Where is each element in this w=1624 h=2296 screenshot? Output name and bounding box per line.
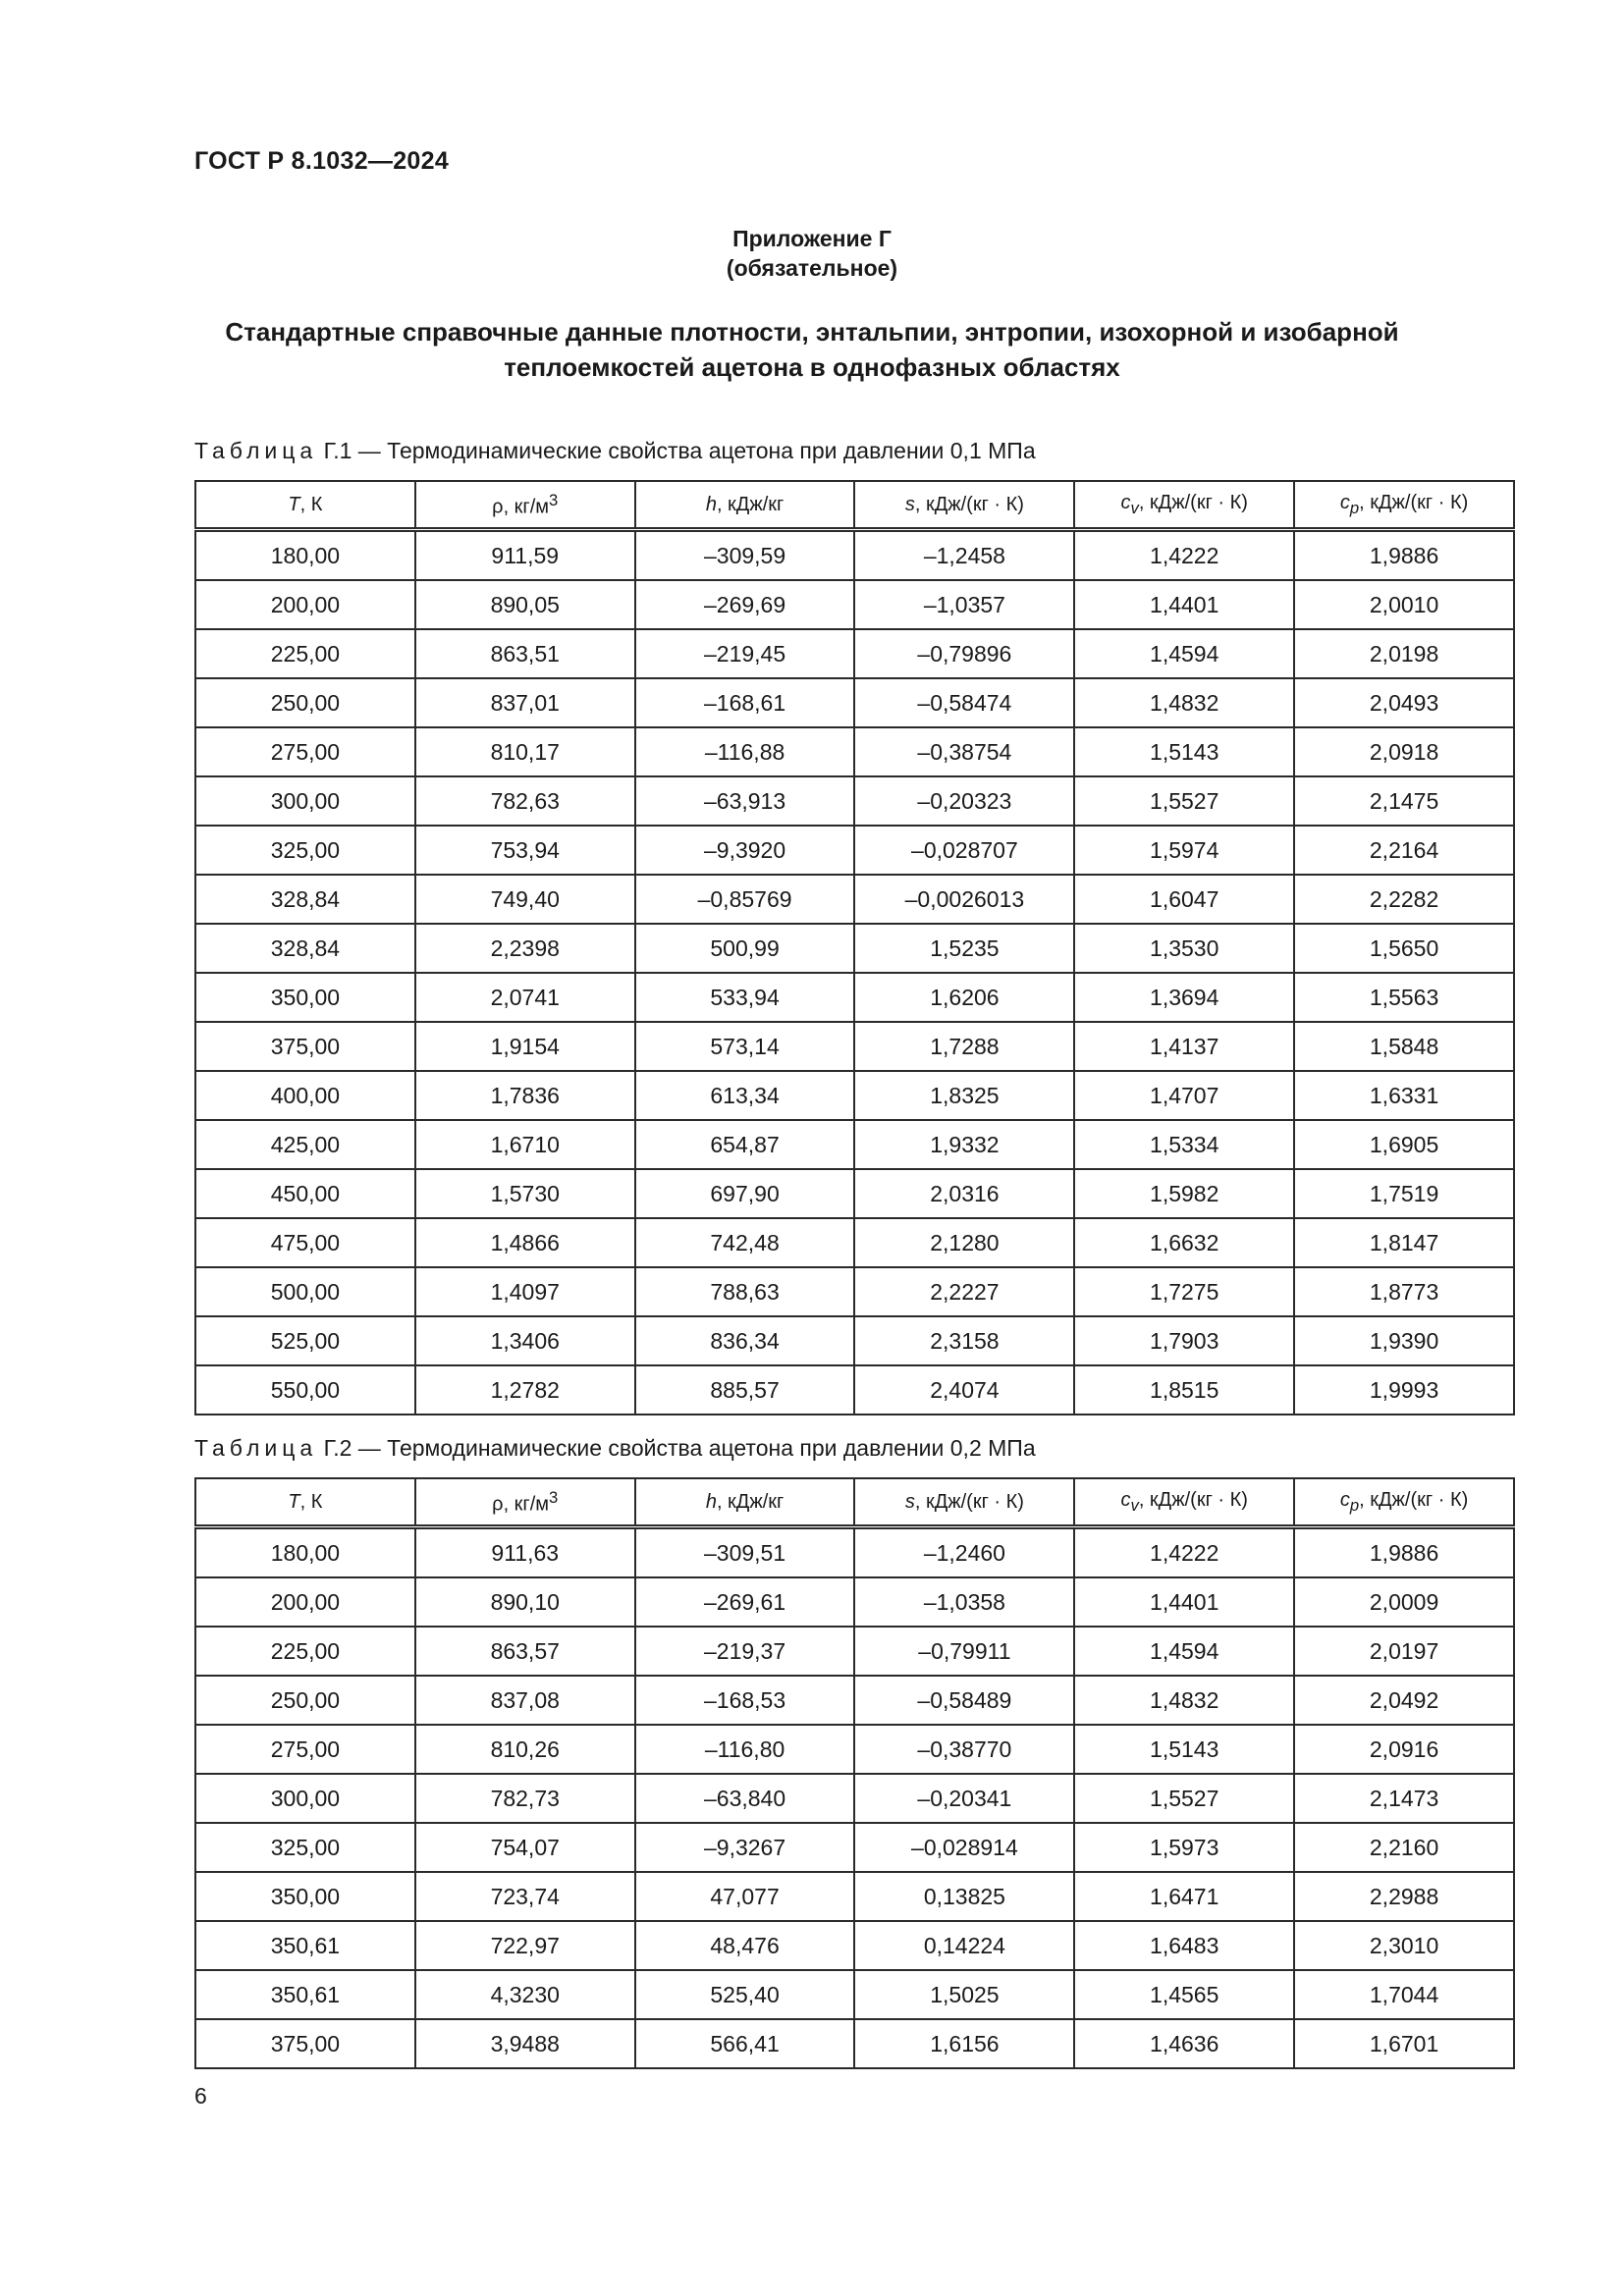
table-1-caption-text: Г.1 — Термодинамические свойства ацетона при давлении 0,1 МПа xyxy=(317,438,1036,463)
cell-entropy: –1,0358 xyxy=(854,1577,1074,1627)
cell-density: 754,07 xyxy=(415,1823,635,1872)
cell-density: 1,4097 xyxy=(415,1267,635,1316)
cell-temperature: 328,84 xyxy=(195,924,415,973)
cell-cv: 1,6471 xyxy=(1074,1872,1294,1921)
cell-cp: 1,6905 xyxy=(1294,1120,1514,1169)
cell-cv: 1,4832 xyxy=(1074,678,1294,727)
cell-temperature: 350,61 xyxy=(195,1921,415,1970)
cell-entropy: 2,4074 xyxy=(854,1365,1074,1415)
cell-temperature: 350,00 xyxy=(195,1872,415,1921)
table-row xyxy=(195,1071,1514,1120)
table-row xyxy=(195,1120,1514,1169)
col-header-cp: $c_p$, кДж/(кг · К) xyxy=(1294,1478,1514,1527)
cell-enthalpy: 47,077 xyxy=(635,1872,855,1921)
table-2-caption xyxy=(194,1435,1036,1462)
cell-enthalpy: –63,913 xyxy=(635,776,855,826)
cell-cp: 1,5650 xyxy=(1294,924,1514,973)
table-1-label: Таблица xyxy=(194,438,318,463)
cell-enthalpy: 500,99 xyxy=(635,924,855,973)
cell-cp: 1,6331 xyxy=(1294,1071,1514,1120)
cell-enthalpy: 654,87 xyxy=(635,1120,855,1169)
table-row xyxy=(195,727,1514,776)
cell-entropy: –0,58474 xyxy=(854,678,1074,727)
cell-enthalpy: 836,34 xyxy=(635,1316,855,1365)
table-row xyxy=(195,1577,1514,1627)
cell-entropy: 1,6156 xyxy=(854,2019,1074,2068)
cell-density: 890,05 xyxy=(415,580,635,629)
cell-cv: 1,4594 xyxy=(1074,629,1294,678)
cell-entropy: –0,20323 xyxy=(854,776,1074,826)
cell-entropy: –1,2458 xyxy=(854,530,1074,581)
cell-cv: 1,5143 xyxy=(1074,727,1294,776)
col-header-density: ρ, $кг/м^3$ xyxy=(415,1478,635,1527)
table-row xyxy=(195,580,1514,629)
cell-temperature: 200,00 xyxy=(195,580,415,629)
cell-enthalpy: 613,34 xyxy=(635,1071,855,1120)
cell-cp: 1,5563 xyxy=(1294,973,1514,1022)
cell-cp: 2,2160 xyxy=(1294,1823,1514,1872)
cell-density: 911,63 xyxy=(415,1527,635,1578)
cell-entropy: –0,20341 xyxy=(854,1774,1074,1823)
cell-enthalpy: 742,48 xyxy=(635,1218,855,1267)
cell-cp: 2,2282 xyxy=(1294,875,1514,924)
cell-entropy: 1,6206 xyxy=(854,973,1074,1022)
cell-temperature: 200,00 xyxy=(195,1577,415,1627)
cell-density: 810,26 xyxy=(415,1725,635,1774)
cell-cv: 1,7903 xyxy=(1074,1316,1294,1365)
cell-entropy: –0,79896 xyxy=(854,629,1074,678)
cell-enthalpy: –116,80 xyxy=(635,1725,855,1774)
table-row xyxy=(195,1970,1514,2019)
cell-cv: 1,6047 xyxy=(1074,875,1294,924)
cell-cp: 1,5848 xyxy=(1294,1022,1514,1071)
cell-entropy: –0,0026013 xyxy=(854,875,1074,924)
table-row xyxy=(195,1774,1514,1823)
cell-temperature: 325,00 xyxy=(195,826,415,875)
cell-cp: 2,1475 xyxy=(1294,776,1514,826)
col-header-temperature: T, К xyxy=(195,481,415,530)
table-row xyxy=(195,776,1514,826)
table-row xyxy=(195,875,1514,924)
cell-enthalpy: –0,85769 xyxy=(635,875,855,924)
table-1-caption xyxy=(194,438,1036,464)
cell-entropy: 0,14224 xyxy=(854,1921,1074,1970)
cell-cp: 1,9886 xyxy=(1294,530,1514,581)
cell-temperature: 500,00 xyxy=(195,1267,415,1316)
cell-cv: 1,3694 xyxy=(1074,973,1294,1022)
cell-temperature: 325,00 xyxy=(195,1823,415,1872)
cell-density: 749,40 xyxy=(415,875,635,924)
cell-entropy: 2,2227 xyxy=(854,1267,1074,1316)
cell-enthalpy: 788,63 xyxy=(635,1267,855,1316)
cell-entropy: 2,1280 xyxy=(854,1218,1074,1267)
cell-cp: 1,9390 xyxy=(1294,1316,1514,1365)
cell-enthalpy: –309,51 xyxy=(635,1527,855,1578)
cell-enthalpy: 566,41 xyxy=(635,2019,855,2068)
cell-entropy: 2,3158 xyxy=(854,1316,1074,1365)
cell-cp: 2,1473 xyxy=(1294,1774,1514,1823)
cell-density: 753,94 xyxy=(415,826,635,875)
cell-cv: 1,4565 xyxy=(1074,1970,1294,2019)
cell-cp: 2,0009 xyxy=(1294,1577,1514,1627)
cell-cv: 1,5973 xyxy=(1074,1823,1294,1872)
cell-density: 1,4866 xyxy=(415,1218,635,1267)
cell-temperature: 225,00 xyxy=(195,1627,415,1676)
cell-temperature: 550,00 xyxy=(195,1365,415,1415)
table-row xyxy=(195,924,1514,973)
col-header-enthalpy: h, кДж/кг xyxy=(635,1478,855,1527)
col-header-entropy: s, кДж/(кг · К) xyxy=(854,1478,1074,1527)
cell-enthalpy: –269,69 xyxy=(635,580,855,629)
cell-cp: 2,0492 xyxy=(1294,1676,1514,1725)
cell-enthalpy: –219,45 xyxy=(635,629,855,678)
col-header-temperature: T, К xyxy=(195,1478,415,1527)
cell-enthalpy: 525,40 xyxy=(635,1970,855,2019)
cell-cp: 1,8773 xyxy=(1294,1267,1514,1316)
cell-density: 1,5730 xyxy=(415,1169,635,1218)
cell-entropy: 2,0316 xyxy=(854,1169,1074,1218)
table-1-header-row xyxy=(195,481,1514,530)
cell-cv: 1,5527 xyxy=(1074,1774,1294,1823)
cell-temperature: 375,00 xyxy=(195,1022,415,1071)
cell-cv: 1,6632 xyxy=(1074,1218,1294,1267)
cell-cv: 1,4636 xyxy=(1074,2019,1294,2068)
col-header-entropy: s, кДж/(кг · К) xyxy=(854,481,1074,530)
table-row xyxy=(195,1316,1514,1365)
cell-temperature: 375,00 xyxy=(195,2019,415,2068)
page-title xyxy=(196,314,1428,385)
cell-temperature: 180,00 xyxy=(195,530,415,581)
cell-density: 911,59 xyxy=(415,530,635,581)
cell-entropy: 1,8325 xyxy=(854,1071,1074,1120)
table-row xyxy=(195,1872,1514,1921)
cell-temperature: 275,00 xyxy=(195,1725,415,1774)
cell-enthalpy: –116,88 xyxy=(635,727,855,776)
cell-cv: 1,5974 xyxy=(1074,826,1294,875)
table-row xyxy=(195,629,1514,678)
cell-temperature: 400,00 xyxy=(195,1071,415,1120)
table-row xyxy=(195,1218,1514,1267)
cell-cp: 2,3010 xyxy=(1294,1921,1514,1970)
cell-cv: 1,5527 xyxy=(1074,776,1294,826)
table-row xyxy=(195,1365,1514,1415)
cell-enthalpy: 533,94 xyxy=(635,973,855,1022)
cell-density: 1,9154 xyxy=(415,1022,635,1071)
cell-density: 782,63 xyxy=(415,776,635,826)
page-title-line-1: Стандартные справочные данные плотности, энтальпии, энтропии, изохорной и изобарной xyxy=(225,317,1399,347)
cell-temperature: 450,00 xyxy=(195,1169,415,1218)
document-code: ГОСТ Р 8.1032—2024 xyxy=(194,147,450,175)
table-row xyxy=(195,1022,1514,1071)
table-1 xyxy=(194,480,1515,1415)
cell-entropy: 1,7288 xyxy=(854,1022,1074,1071)
cell-temperature: 225,00 xyxy=(195,629,415,678)
table-row xyxy=(195,1527,1514,1578)
cell-density: 837,01 xyxy=(415,678,635,727)
cell-density: 810,17 xyxy=(415,727,635,776)
cell-entropy: –0,58489 xyxy=(854,1676,1074,1725)
table-row xyxy=(195,1725,1514,1774)
cell-density: 2,0741 xyxy=(415,973,635,1022)
page-title-line-2: теплоемкостей ацетона в однофазных областях xyxy=(504,352,1120,382)
cell-cv: 1,5334 xyxy=(1074,1120,1294,1169)
cell-temperature: 425,00 xyxy=(195,1120,415,1169)
cell-enthalpy: –219,37 xyxy=(635,1627,855,1676)
cell-entropy: 1,9332 xyxy=(854,1120,1074,1169)
page-number: 6 xyxy=(194,2083,207,2109)
cell-entropy: 0,13825 xyxy=(854,1872,1074,1921)
cell-cp: 1,8147 xyxy=(1294,1218,1514,1267)
cell-density: 1,7836 xyxy=(415,1071,635,1120)
cell-entropy: –0,028707 xyxy=(854,826,1074,875)
cell-temperature: 250,00 xyxy=(195,678,415,727)
cell-density: 723,74 xyxy=(415,1872,635,1921)
cell-entropy: –0,79911 xyxy=(854,1627,1074,1676)
table-2-body xyxy=(195,1527,1514,2069)
annex-status: (обязательное) xyxy=(726,255,898,281)
cell-cp: 1,7519 xyxy=(1294,1169,1514,1218)
cell-cv: 1,7275 xyxy=(1074,1267,1294,1316)
cell-cp: 2,2988 xyxy=(1294,1872,1514,1921)
cell-temperature: 300,00 xyxy=(195,776,415,826)
cell-density: 1,3406 xyxy=(415,1316,635,1365)
table-row xyxy=(195,1676,1514,1725)
annex-heading xyxy=(0,224,1624,283)
cell-density: 837,08 xyxy=(415,1676,635,1725)
cell-cv: 1,5143 xyxy=(1074,1725,1294,1774)
col-header-cv: $c_v$, кДж/(кг · К) xyxy=(1074,481,1294,530)
cell-density: 2,2398 xyxy=(415,924,635,973)
cell-cp: 1,7044 xyxy=(1294,1970,1514,2019)
cell-cv: 1,4401 xyxy=(1074,580,1294,629)
cell-entropy: –1,0357 xyxy=(854,580,1074,629)
cell-temperature: 350,00 xyxy=(195,973,415,1022)
cell-density: 722,97 xyxy=(415,1921,635,1970)
cell-cv: 1,5982 xyxy=(1074,1169,1294,1218)
cell-entropy: 1,5235 xyxy=(854,924,1074,973)
cell-enthalpy: –269,61 xyxy=(635,1577,855,1627)
cell-cp: 2,0010 xyxy=(1294,580,1514,629)
cell-entropy: –0,028914 xyxy=(854,1823,1074,1872)
cell-cv: 1,4707 xyxy=(1074,1071,1294,1120)
table-row xyxy=(195,530,1514,581)
table-row xyxy=(195,2019,1514,2068)
cell-temperature: 328,84 xyxy=(195,875,415,924)
cell-cv: 1,4594 xyxy=(1074,1627,1294,1676)
cell-entropy: –0,38754 xyxy=(854,727,1074,776)
cell-cp: 2,0916 xyxy=(1294,1725,1514,1774)
cell-temperature: 525,00 xyxy=(195,1316,415,1365)
cell-temperature: 275,00 xyxy=(195,727,415,776)
cell-cv: 1,4222 xyxy=(1074,1527,1294,1578)
cell-enthalpy: 697,90 xyxy=(635,1169,855,1218)
cell-enthalpy: 573,14 xyxy=(635,1022,855,1071)
cell-enthalpy: –9,3920 xyxy=(635,826,855,875)
cell-enthalpy: –63,840 xyxy=(635,1774,855,1823)
annex-title: Приложение Г xyxy=(732,226,892,251)
cell-temperature: 300,00 xyxy=(195,1774,415,1823)
cell-enthalpy: 885,57 xyxy=(635,1365,855,1415)
cell-temperature: 350,61 xyxy=(195,1970,415,2019)
cell-density: 1,2782 xyxy=(415,1365,635,1415)
cell-cp: 2,0918 xyxy=(1294,727,1514,776)
cell-density: 863,51 xyxy=(415,629,635,678)
table-2-caption-text: Г.2 — Термодинамические свойства ацетона при давлении 0,2 МПа xyxy=(317,1435,1036,1461)
table-row xyxy=(195,1267,1514,1316)
col-header-cv: $c_v$, кДж/(кг · К) xyxy=(1074,1478,1294,1527)
cell-entropy: –1,2460 xyxy=(854,1527,1074,1578)
cell-cp: 2,0198 xyxy=(1294,629,1514,678)
table-row xyxy=(195,678,1514,727)
table-row xyxy=(195,1627,1514,1676)
table-2 xyxy=(194,1477,1515,2069)
cell-cp: 2,0493 xyxy=(1294,678,1514,727)
cell-cp: 1,9993 xyxy=(1294,1365,1514,1415)
cell-cv: 1,3530 xyxy=(1074,924,1294,973)
cell-density: 782,73 xyxy=(415,1774,635,1823)
cell-cp: 1,6701 xyxy=(1294,2019,1514,2068)
table-row xyxy=(195,826,1514,875)
col-header-cp: $c_p$, кДж/(кг · К) xyxy=(1294,481,1514,530)
cell-enthalpy: –168,53 xyxy=(635,1676,855,1725)
col-header-enthalpy: h, кДж/кг xyxy=(635,481,855,530)
cell-enthalpy: 48,476 xyxy=(635,1921,855,1970)
cell-cv: 1,4137 xyxy=(1074,1022,1294,1071)
table-row xyxy=(195,1921,1514,1970)
cell-density: 3,9488 xyxy=(415,2019,635,2068)
cell-cp: 2,0197 xyxy=(1294,1627,1514,1676)
cell-entropy: 1,5025 xyxy=(854,1970,1074,2019)
cell-cp: 1,9886 xyxy=(1294,1527,1514,1578)
cell-cv: 1,4832 xyxy=(1074,1676,1294,1725)
table-2-header-row xyxy=(195,1478,1514,1527)
cell-cv: 1,6483 xyxy=(1074,1921,1294,1970)
cell-density: 1,6710 xyxy=(415,1120,635,1169)
table-row xyxy=(195,1823,1514,1872)
table-row xyxy=(195,973,1514,1022)
cell-temperature: 475,00 xyxy=(195,1218,415,1267)
cell-cp: 2,2164 xyxy=(1294,826,1514,875)
cell-temperature: 250,00 xyxy=(195,1676,415,1725)
cell-density: 863,57 xyxy=(415,1627,635,1676)
cell-enthalpy: –309,59 xyxy=(635,530,855,581)
cell-density: 4,3230 xyxy=(415,1970,635,2019)
cell-entropy: –0,38770 xyxy=(854,1725,1074,1774)
cell-temperature: 180,00 xyxy=(195,1527,415,1578)
cell-cv: 1,8515 xyxy=(1074,1365,1294,1415)
table-2-label: Таблица xyxy=(194,1435,318,1461)
cell-cv: 1,4401 xyxy=(1074,1577,1294,1627)
cell-enthalpy: –9,3267 xyxy=(635,1823,855,1872)
col-header-density: ρ, $кг/м^3$ xyxy=(415,481,635,530)
cell-density: 890,10 xyxy=(415,1577,635,1627)
cell-cv: 1,4222 xyxy=(1074,530,1294,581)
table-row xyxy=(195,1169,1514,1218)
table-1-body xyxy=(195,530,1514,1415)
cell-enthalpy: –168,61 xyxy=(635,678,855,727)
